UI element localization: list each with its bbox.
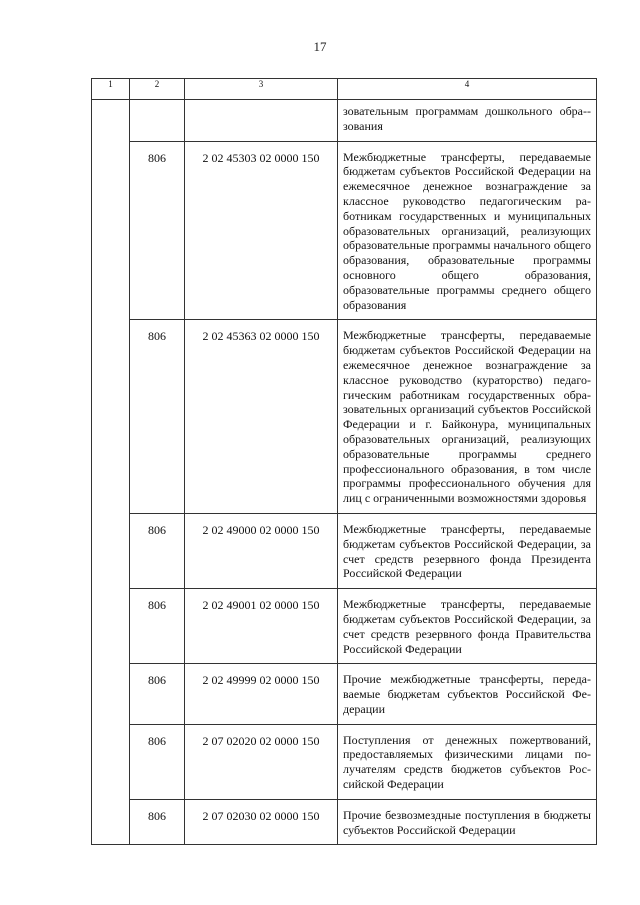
header-col-3: 3 [185, 79, 338, 100]
admin-code-cell: 806 [130, 320, 185, 514]
table-row [92, 724, 597, 799]
admin-code-cell: 806 [130, 589, 185, 664]
table-row [92, 589, 597, 664]
table-row [92, 799, 597, 845]
table-row [92, 141, 597, 320]
revenue-description-cell: Поступления от денежных пожертвований, предоставляемых физическими лицами получателям средств бюджетов субъектов Российской Федерации [338, 724, 597, 799]
revenue-code-cell: 2 02 49999 02 0000 150 [185, 664, 338, 724]
merged-col-1-cell [92, 100, 130, 845]
admin-code-cell: 806 [130, 141, 185, 320]
page-number: 17 [313, 39, 327, 54]
continuation-code-cell [130, 100, 185, 142]
continuation-kbk-cell [185, 100, 338, 142]
revenue-code-cell: 2 07 02020 02 0000 150 [185, 724, 338, 799]
table-row [92, 513, 597, 588]
revenue-description-cell: Межбюджетные трансферты, передаваемые бюджетам субъектов Российской Федерации, за счет средств резервного фонда Правительства Российской Федерации [338, 589, 597, 664]
revenue-description-cell: Прочие безвозмездные поступления в бюджеты субъектов Российской Федерации [338, 799, 597, 845]
admin-code-cell: 806 [130, 724, 185, 799]
table-row-continuation [92, 100, 597, 142]
admin-code-cell: 806 [130, 513, 185, 588]
revenue-description-cell: Межбюджетные трансферты, передаваемые бюджетам субъектов Российской Федерации на ежемесячное денежное вознаграждение за классное руководство (кураторство) педагогическим работникам государственных образовательных организаций субъектов Российской Федерации и г. Байконура, муниципальных образовательных организаций, реализующих образовательные программы среднего профессионального образования, в том числе программы профессионального обучения для лиц с ограниченными возможностями здоровья [338, 320, 597, 514]
header-col-1: 1 [92, 79, 130, 100]
continuation-text-cell: зовательным программам дошкольного обра-зования [338, 100, 597, 142]
budget-codes-table [91, 78, 597, 845]
revenue-code-cell: 2 02 49000 02 0000 150 [185, 513, 338, 588]
revenue-description-cell: Межбюджетные трансферты, передаваемые бюджетам субъектов Российской Федерации, за счет средств резервного фонда Президента Российской Федерации [338, 513, 597, 588]
admin-code-cell: 806 [130, 664, 185, 724]
revenue-code-cell: 2 07 02030 02 0000 150 [185, 799, 338, 845]
revenue-description-cell: Прочие межбюджетные трансферты, передаваемые бюджетам субъектов Российской Федерации [338, 664, 597, 724]
revenue-description-cell: Межбюджетные трансферты, передаваемые бюджетам субъектов Российской Федерации на ежемесячное денежное вознаграждение за классное руководство педагогическим работникам государственных и муниципальных образовательных организаций, реализующих образовательные программы начального общего образования, образовательные программы основного общего образования, образовательные программы среднего общего образования [338, 141, 597, 320]
revenue-code-cell: 2 02 45363 02 0000 150 [185, 320, 338, 514]
revenue-code-cell: 2 02 49001 02 0000 150 [185, 589, 338, 664]
header-col-4: 4 [338, 79, 597, 100]
revenue-code-cell: 2 02 45303 02 0000 150 [185, 141, 338, 320]
table-row [92, 320, 597, 514]
table-row [92, 664, 597, 724]
admin-code-cell: 806 [130, 799, 185, 845]
header-col-2: 2 [130, 79, 185, 100]
table-header-row [92, 79, 597, 100]
